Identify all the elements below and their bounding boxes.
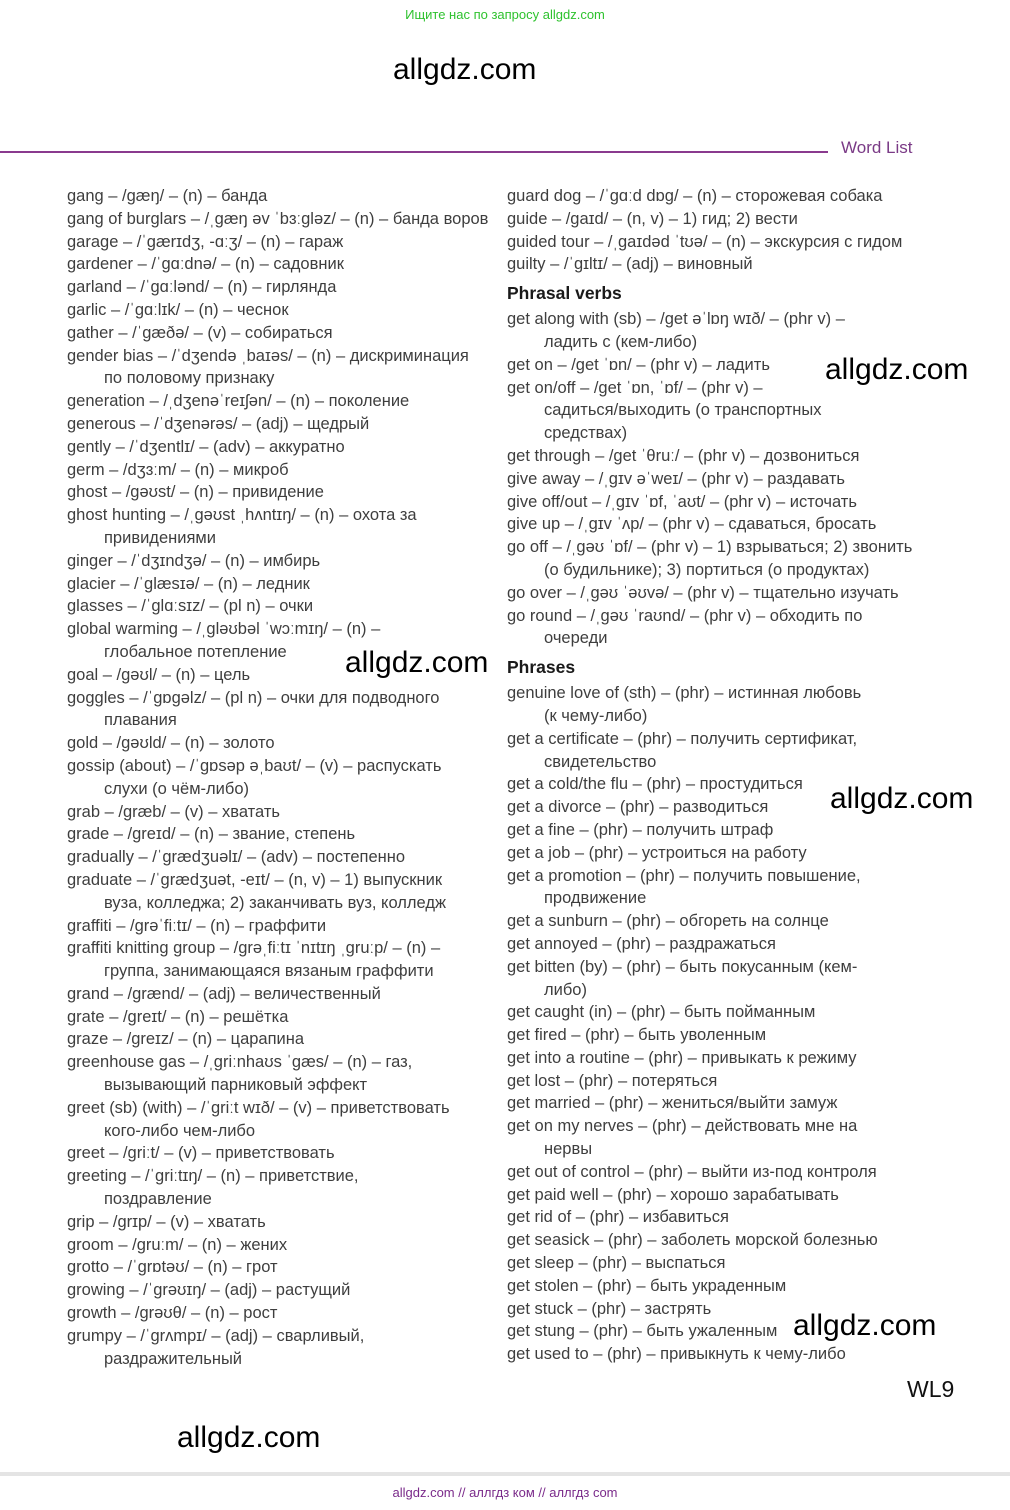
watermark: allgdz.com xyxy=(793,1309,937,1342)
word-entry xyxy=(67,481,507,504)
entry-line: gently – /ˈdʒentlɪ/ – (adv) – аккуратно xyxy=(67,437,345,456)
word-entry xyxy=(507,1184,927,1207)
word-entry xyxy=(67,1211,507,1234)
entry-line: get paid well – (phr) – хорошо зарабатывать xyxy=(507,1185,839,1204)
word-entry xyxy=(67,504,507,550)
entry-line: get stolen – (phr) – быть украденным xyxy=(507,1276,787,1295)
word-entry xyxy=(67,915,507,938)
entry-line: give up – /ˌɡɪv ˈʌp/ – (phr v) – сдаваться, бросать xyxy=(507,515,877,534)
entry-line: gang – /ɡæŋ/ – (n) – банда xyxy=(67,187,268,205)
word-entry xyxy=(507,231,927,254)
entry-line: get fired – (phr) – быть уволенным xyxy=(507,1026,767,1045)
entry-line: get a promotion – (phr) – получить повышение, xyxy=(507,866,861,885)
entry-line: grate – /ɡreɪt/ – (n) – решётка xyxy=(67,1007,289,1026)
entry-line: greeting – /ˈɡriːtɪŋ/ – (n) – приветствие, xyxy=(67,1167,359,1186)
entry-continuation: плавания xyxy=(104,711,177,730)
word-entry xyxy=(507,1343,927,1366)
entry-line: get on my nerves – (phr) – действовать мне на xyxy=(507,1117,858,1136)
entry-continuation: очереди xyxy=(544,629,608,648)
entry-line: generous – /ˈdʒenərəs/ – (adj) – щедрый xyxy=(67,414,370,433)
entry-line: get annoyed – (phr) – раздражаться xyxy=(507,934,776,953)
word-entry xyxy=(507,253,927,276)
entry-line: get through – /ɡet ˈθruː/ – (phr v) – дозвониться xyxy=(507,446,860,465)
entry-line: graffiti knitting group – /ɡrəˌfiːtɪ ˈnɪtɪŋ ˌɡruːp/ – (n) – xyxy=(67,939,441,958)
word-entry xyxy=(67,1256,507,1279)
entry-line: get married – (phr) – жениться/выйти замуж xyxy=(507,1094,838,1113)
entry-line: get lost – (phr) – потеряться xyxy=(507,1071,718,1090)
entry-line: goggles – /ˈɡɒɡəlz/ – (pl n) – очки для подводного xyxy=(67,688,440,707)
entry-line: get along with (sb) – /ɡet əˈlɒŋ wɪð/ – (phr v) – xyxy=(507,310,845,329)
left-column xyxy=(67,185,507,1370)
watermark: allgdz.com xyxy=(177,1421,321,1454)
word-entry xyxy=(67,208,507,231)
word-entry xyxy=(507,445,927,468)
word-entry xyxy=(507,842,927,865)
entry-line: growth – /ɡrəʊθ/ – (n) – рост xyxy=(67,1304,278,1323)
entry-line: get a divorce – (phr) – разводиться xyxy=(507,798,769,817)
entry-line: graze – /ɡreɪz/ – (n) – царапина xyxy=(67,1030,305,1049)
entry-line: grotto – /ˈɡrɒtəʊ/ – (n) – грот xyxy=(67,1258,278,1277)
entry-continuation: садиться/выходить (о транспортных xyxy=(544,401,822,420)
word-entry xyxy=(67,253,507,276)
word-entry xyxy=(67,1279,507,1302)
entry-line: get a sunburn – (phr) – обгореть на солнце xyxy=(507,912,829,931)
entry-line: get a job – (phr) – устроиться на работу xyxy=(507,843,807,862)
watermark: allgdz.com xyxy=(345,646,489,679)
entry-line: garlic – /ˈɡɑːlɪk/ – (n) – чеснок xyxy=(67,300,289,319)
entry-line: greet (sb) (with) – /ˈɡriːt wɪð/ – (v) – приветствовать xyxy=(67,1098,450,1117)
word-entry xyxy=(507,1252,927,1275)
word-entry xyxy=(507,1161,927,1184)
entry-line: greenhouse gas – /ˌɡriːnhaʊs ˈɡæs/ – (n) – газ, xyxy=(67,1053,413,1072)
entry-line: global warming – /ˌɡləʊbəl ˈwɔːmɪŋ/ – (n) – xyxy=(67,620,381,639)
word-entry xyxy=(507,582,927,605)
entry-line: get into a routine – (phr) – привыкать к режиму xyxy=(507,1048,857,1067)
word-entry xyxy=(67,1051,507,1097)
word-entry xyxy=(67,185,507,208)
word-entry xyxy=(67,1006,507,1029)
entry-continuation: глобальное потепление xyxy=(104,642,287,661)
word-entry xyxy=(507,819,927,842)
entry-line: germ – /dʒɜːm/ – (n) – микроб xyxy=(67,460,289,479)
entry-line: give off/out – /ˌɡɪv ˈɒf, ˈaʊt/ – (phr v) – источать xyxy=(507,492,857,511)
watermark-top: allgdz.com xyxy=(393,53,537,86)
word-entry xyxy=(67,687,507,733)
word-entry xyxy=(67,390,507,413)
entry-line: get rid of – (phr) – избавиться xyxy=(507,1208,729,1227)
entry-line: grab – /ɡræb/ – (v) – хватать xyxy=(67,802,280,821)
entry-line: get on – /ɡet ˈɒn/ – (phr v) – ладить xyxy=(507,355,770,374)
entry-line: genuine love of (sth) – (phr) – истинная любовь xyxy=(507,684,862,703)
word-entry xyxy=(67,436,507,459)
word-entry xyxy=(507,728,927,774)
entry-line: graffiti – /ɡrəˈfiːtɪ/ – (n) – граффити xyxy=(67,916,327,935)
entry-line: goal – /ɡəʊl/ – (n) – цель xyxy=(67,665,251,684)
word-entry xyxy=(507,536,927,582)
word-entry xyxy=(67,1302,507,1325)
entry-continuation: по половому признаку xyxy=(104,369,275,388)
entry-line: get a cold/the flu – (phr) – простудиться xyxy=(507,775,803,794)
entry-continuation: вызывающий парниковый эффект xyxy=(104,1076,368,1095)
page-number: WL9 xyxy=(907,1376,955,1402)
entry-line: grand – /ɡrænd/ – (adj) – величественный xyxy=(67,984,381,1003)
word-entry xyxy=(507,1047,927,1070)
entry-line: go off – /ˌɡəʊ ˈɒf/ – (phr v) – 1) взрываться; 2) звонить xyxy=(507,538,913,557)
entry-line: gather – /ˈɡæðə/ – (v) – собираться xyxy=(67,323,333,342)
word-entry xyxy=(67,1325,507,1371)
word-entry xyxy=(507,308,927,354)
entry-line: get a fine – (phr) – получить штраф xyxy=(507,820,774,839)
word-entry xyxy=(67,1028,507,1051)
word-entry xyxy=(507,1275,927,1298)
word-entry xyxy=(67,1142,507,1165)
word-entry xyxy=(67,299,507,322)
entry-line: groom – /ɡruːm/ – (n) – жених xyxy=(67,1235,288,1254)
entry-continuation: группа, занимающаяся вязаным граффити xyxy=(104,962,434,981)
entry-continuation: средствах) xyxy=(544,424,628,443)
entry-line: glasses – /ˈɡlɑːsɪz/ – (pl n) – очки xyxy=(67,597,314,616)
watermark: allgdz.com xyxy=(825,353,969,386)
footer-band xyxy=(0,1472,1010,1476)
word-entry xyxy=(67,846,507,869)
entry-line: gender bias – /ˈdʒendə ˌbaɪəs/ – (n) – дискриминация xyxy=(67,346,469,365)
entry-line: gossip (about) – /ˈɡɒsəp əˌbaʊt/ – (v) – распускать xyxy=(67,756,442,775)
entry-continuation: нервы xyxy=(544,1140,593,1159)
word-entry xyxy=(507,605,927,651)
word-entry xyxy=(67,801,507,824)
word-entry xyxy=(507,956,927,1002)
entry-line: go over – /ˌɡəʊ ˈəʊvə/ – (phr v) – тщательно изучать xyxy=(507,583,899,602)
word-entry xyxy=(507,185,927,208)
entry-line: grade – /ɡreɪd/ – (n) – звание, степень xyxy=(67,825,356,844)
entry-line: generation – /ˌdʒenəˈreɪʃən/ – (n) – поколение xyxy=(67,392,410,411)
entry-line: give away – /ˌɡɪv əˈweɪ/ – (phr v) – раздавать xyxy=(507,469,845,488)
word-entry xyxy=(67,732,507,755)
entry-line: ginger – /ˈdʒɪndʒə/ – (n) – имбирь xyxy=(67,551,321,570)
word-entry xyxy=(507,468,927,491)
word-entry xyxy=(67,550,507,573)
word-entry xyxy=(67,345,507,391)
entry-line: get stung – (phr) – быть ужаленным xyxy=(507,1322,778,1341)
word-entry xyxy=(507,1229,927,1252)
word-entry xyxy=(67,1234,507,1257)
word-entry xyxy=(507,933,927,956)
entry-continuation: (о будильнике); 3) портиться (о продуктах) xyxy=(544,560,870,579)
entry-continuation: вуза, колледжа; 2) заканчивать вуз, колледж xyxy=(104,893,447,912)
entry-line: go round – /ˌɡəʊ ˈraʊnd/ – (phr v) – обходить по xyxy=(507,606,863,625)
entry-line: get sleep – (phr) – выспаться xyxy=(507,1254,726,1273)
entry-line: ghost hunting – /ˌɡəʊst ˌhʌntɪŋ/ – (n) – охота за xyxy=(67,506,417,525)
entry-line: get stuck – (phr) – застрять xyxy=(507,1299,712,1318)
entry-line: get used to – (phr) – привыкнуть к чему-либо xyxy=(507,1345,846,1364)
entry-line: get bitten (by) – (phr) – быть покусанным (кем- xyxy=(507,957,858,976)
entry-continuation: раздражительный xyxy=(104,1349,243,1368)
word-entry xyxy=(507,1092,927,1115)
word-entry xyxy=(507,513,927,536)
entry-line: guilty – /ˈɡɪltɪ/ – (adj) – виновный xyxy=(507,255,753,274)
entry-line: greet – /ɡriːt/ – (v) – приветствовать xyxy=(67,1144,335,1163)
entry-line: guard dog – /ˈɡɑːd dɒɡ/ – (n) – сторожевая собака xyxy=(507,187,883,205)
entry-line: glacier – /ˈɡlæsɪə/ – (n) – ледник xyxy=(67,574,310,593)
entry-line: ghost – /ɡəʊst/ – (n) – привидение xyxy=(67,483,324,502)
word-entry xyxy=(507,865,927,911)
entry-continuation: поздравление xyxy=(104,1190,212,1209)
word-entry xyxy=(67,573,507,596)
word-entry xyxy=(507,1001,927,1024)
entry-line: grip – /ɡrɪp/ – (v) – хватать xyxy=(67,1212,266,1231)
word-entry xyxy=(67,1097,507,1143)
word-entry xyxy=(507,491,927,514)
entry-line: gold – /ɡəʊld/ – (n) – золото xyxy=(67,734,275,753)
entry-line: growing – /ˈɡrəʊɪŋ/ – (adj) – растущий xyxy=(67,1281,351,1300)
entry-continuation: свидетельство xyxy=(544,752,657,771)
word-entry xyxy=(67,1165,507,1211)
entry-line: gardener – /ˈɡɑːdnə/ – (n) – садовник xyxy=(67,255,344,274)
word-entry xyxy=(67,937,507,983)
word-entry xyxy=(67,595,507,618)
word-entry xyxy=(67,276,507,299)
entry-line: get caught (in) – (phr) – быть пойманным xyxy=(507,1003,816,1022)
word-entry xyxy=(507,1024,927,1047)
header-rule xyxy=(0,151,828,153)
word-entry xyxy=(67,823,507,846)
word-entry xyxy=(67,231,507,254)
word-entry xyxy=(67,983,507,1006)
entry-line: get a certificate – (phr) – получить сертификат, xyxy=(507,729,858,748)
watermark: allgdz.com xyxy=(830,782,974,815)
top-notice: Ищите нас по запросу allgdz.com xyxy=(405,7,605,22)
entry-continuation: (к чему-либо) xyxy=(544,706,648,725)
word-entry xyxy=(67,459,507,482)
word-entry xyxy=(67,755,507,801)
entry-line: get on/off – /ɡet ˈɒn, ˈɒf/ – (phr v) – xyxy=(507,378,763,397)
entry-line: gang of burglars – /ˌɡæŋ əv ˈbɜːɡləz/ – (n) – банда воров xyxy=(67,209,489,228)
entry-line: guided tour – /ˌɡaɪdəd ˈtʊə/ – (n) – экскурсия с гидом xyxy=(507,232,903,251)
word-entry xyxy=(507,1115,927,1161)
word-entry xyxy=(507,377,927,445)
phrases-heading: Phrases xyxy=(507,657,576,678)
word-entry xyxy=(507,682,927,728)
entry-continuation: либо) xyxy=(544,980,587,999)
entry-continuation: кого-либо чем-либо xyxy=(104,1121,256,1140)
word-entry xyxy=(67,869,507,915)
entry-continuation: ладить с (кем-либо) xyxy=(544,332,698,351)
entry-continuation: привидениями xyxy=(104,528,216,547)
entry-line: gradually – /ˈɡrædʒuəlɪ/ – (adv) – постепенно xyxy=(67,848,406,867)
section-title: Word List xyxy=(841,138,913,157)
word-entry xyxy=(507,910,927,933)
entry-line: garage – /ˈɡærɪdʒ, -ɑːʒ/ – (n) – гараж xyxy=(67,232,344,251)
entry-line: get out of control – (phr) – выйти из-под контроля xyxy=(507,1162,877,1181)
entry-line: grumpy – /ˈɡrʌmpɪ/ – (adj) – сварливый, xyxy=(67,1326,365,1345)
word-entry xyxy=(507,208,927,231)
entry-line: guide – /ɡaɪd/ – (n, v) – 1) гид; 2) вести xyxy=(507,209,798,228)
footer-text: allgdz.com // аллгдз ком // аллгдз com xyxy=(392,1485,618,1500)
entry-line: get seasick – (phr) – заболеть морской болезнью xyxy=(507,1231,878,1250)
phrasal-verbs-heading: Phrasal verbs xyxy=(507,283,622,304)
entry-line: graduate – /ˈɡrædʒuət, -eɪt/ – (n, v) – 1) выпускник xyxy=(67,870,443,889)
entry-continuation: слухи (о чём-либо) xyxy=(104,779,250,798)
word-entry xyxy=(67,322,507,345)
word-entry xyxy=(507,1206,927,1229)
entry-continuation: продвижение xyxy=(544,889,647,908)
word-entry xyxy=(507,1070,927,1093)
entry-line: garland – /ˈɡɑːlənd/ – (n) – гирлянда xyxy=(67,278,337,297)
word-entry xyxy=(67,413,507,436)
